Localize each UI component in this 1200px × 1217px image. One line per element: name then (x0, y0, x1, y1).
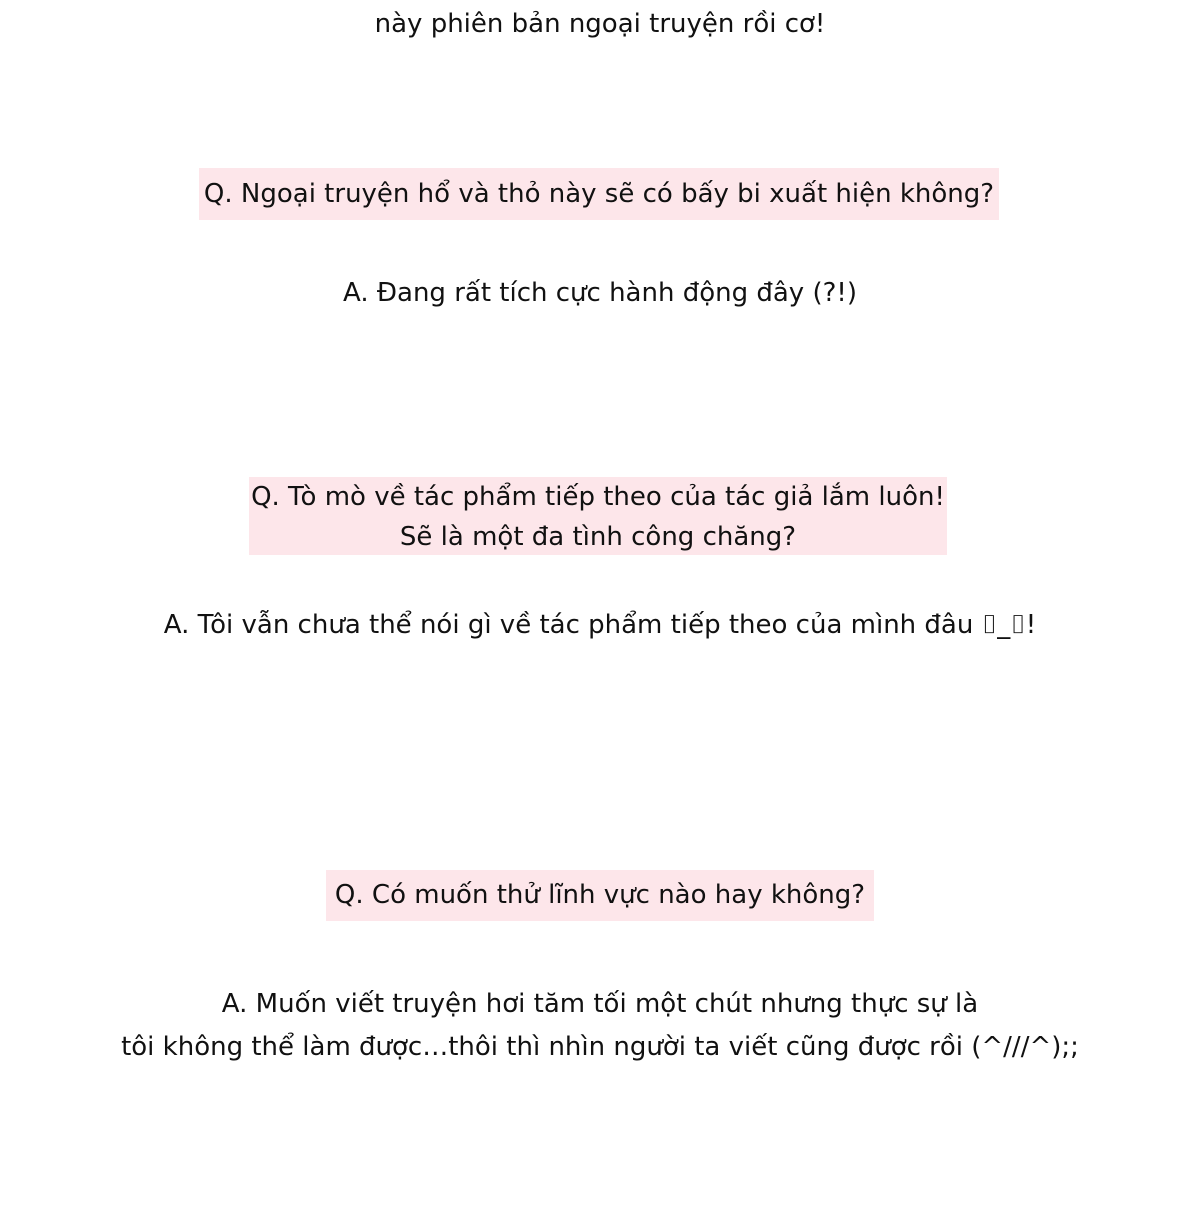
question-2-line-2: Sẽ là một đa tình công chăng? (399, 522, 797, 552)
answer-3-line-2: tôi không thể làm được…thôi thì nhìn người ta viết cũng được rồi (^///^);; (121, 1032, 1079, 1062)
answer-1: A. Đang rất tích cực hành động đây (?!) (343, 278, 857, 308)
question-box-1 (199, 168, 999, 220)
question-box-3 (326, 870, 874, 921)
intro-text: này phiên bản ngoại truyện rồi cơ! (374, 9, 826, 39)
answer-3-line-1: A. Muốn viết truyện hơi tăm tối một chút nhưng thực sự là (221, 989, 979, 1019)
question-3-line-1: Q. Có muốn thử lĩnh vực nào hay không? (334, 880, 866, 910)
answer-2: A. Tôi vẫn chưa thể nói gì về tác phẩm tiếp theo của mình đâu ⌷_⌷! (163, 610, 1037, 640)
question-2-line-1: Q. Tò mò về tác phẩm tiếp theo của tác giả lắm luôn! (251, 482, 945, 512)
question-1-line-1: Q. Ngoại truyện hổ và thỏ này sẽ có bấy bi xuất hiện không? (203, 179, 995, 209)
question-box-2 (249, 477, 947, 555)
